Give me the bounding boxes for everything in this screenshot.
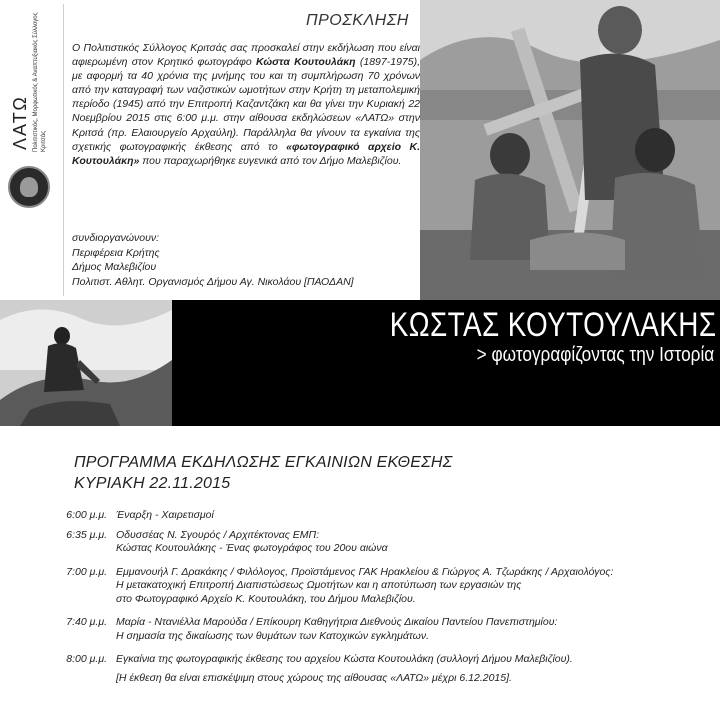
- brand-name: ΛΑΤΩ: [10, 95, 30, 150]
- hero-subtitle: > φωτογραφίζοντας την Ιστορία: [476, 344, 714, 366]
- program-line: στο Φωτογραφικό Αρχείο Κ. Κουτουλάκη, του Δήμου Μαλεβιζίου.: [116, 592, 416, 605]
- program-time: 6:00 μ.μ.: [66, 509, 107, 521]
- program-description: [116, 566, 698, 607]
- program-line: Κώστας Κουτουλάκης - Ένας φωτογράφος του 20ου αιώνα: [116, 542, 388, 554]
- program-description: [116, 653, 698, 685]
- program-line: Η σημασία της δικαίωσης των θυμάτων των Κατοχικών εγκλημάτων.: [116, 629, 429, 642]
- photographer-name: Κώστα Κουτουλάκη: [255, 56, 356, 69]
- brand-subtitle: Πολιτιστικός, Μορφωτικός & Αναπτυξιακός Σύλλογος Κριτσάς: [33, 12, 47, 152]
- program-line: Έναρξη - Χαιρετισμοί: [116, 509, 214, 521]
- invitation-text-3: που παραχωρήθηκε ευγενικά από τον Δήμο Μαλεβιζίου.: [139, 154, 402, 167]
- program-item: [58, 616, 698, 643]
- vertical-divider: [63, 4, 64, 296]
- program-time: 6:35 μ.μ.: [66, 528, 107, 541]
- program-line: Εγκαίνια της φωτογραφικής έκθεσης του αρχείου Κώστα Κουτουλάκη (συλλογή Δήμου Μαλεβιζίου).: [116, 653, 573, 665]
- program-line: Η μετακατοχική Επιτροπή Διαπιστώσεως Ωμοτήτων και η αποτύπωση των εργασιών της: [116, 579, 522, 591]
- program-list: [58, 509, 698, 685]
- program-item: [58, 566, 698, 607]
- program-time: 7:40 μ.μ.: [66, 616, 107, 628]
- co-organizer-municipality: Δήμος Μαλεβιζίου: [72, 261, 157, 273]
- program-time: 8:00 μ.μ.: [66, 653, 107, 665]
- program-item: [58, 529, 698, 556]
- program-title: ΠΡΟΓΡΑΜΜΑ ΕΚΔΗΛΩΣΗΣ ΕΓΚΑΙΝΙΩΝ ΕΚΘΕΣΗΣ: [74, 454, 453, 471]
- program-description: [116, 529, 698, 556]
- program-time: 7:00 μ.μ.: [66, 565, 107, 578]
- invitation-text-1: Ο Πολιτιστικός Σύλλογος Κριτσάς σας προσκαλεί στην εκδήλωση που είναι αφιερωμένη στον Κρητικό φωτογράφο: [72, 42, 420, 69]
- program-line: [Η έκθεση θα είναι επισκέψιμη στους χώρους της αίθουσας «ΛΑΤΩ» μέχρι 6.12.2015].: [116, 671, 512, 684]
- co-organizers-label: συνδιοργανώνουν:: [72, 232, 160, 244]
- program-item: [58, 653, 698, 685]
- association-logo-icon: [8, 166, 50, 208]
- program-heading: [74, 452, 452, 494]
- invitation-body: [72, 41, 420, 168]
- co-organizer-paodan: Πολιτιστ. Αθλητ. Οργανισμός Δήμου Αγ. Νικολάου [ΠΑΟΔΑΝ]: [72, 275, 354, 288]
- photographer-portrait-photo: [0, 300, 172, 426]
- invitation-title: ΠΡΟΣΚΛΗΣΗ: [306, 12, 409, 29]
- co-organizer-region: Περιφέρεια Κρήτης: [72, 246, 160, 259]
- historic-photo-children: [420, 0, 720, 300]
- program-line: Εμμανουήλ Γ. Δρακάκης / Φιλόλογος, Προϊστάμενος ΓΑΚ Ηρακλείου & Γιώργος Α. Τζωράκης / Αρχαιολόγος:: [116, 565, 614, 578]
- program-line: Μαρία - Ντανιέλλα Μαρούδα / Επίκουρη Καθηγήτρια Διεθνούς Δικαίου Παντείου Πανεπιστημίου:: [116, 616, 558, 628]
- program-description: [116, 616, 698, 643]
- hero-title: ΚΩΣΤΑΣ ΚΟΥΤΟΥΛΑΚΗΣ: [389, 306, 716, 344]
- co-organizers: [72, 231, 412, 289]
- archive-name: «φωτογραφικό αρχείο Κ. Κουτουλάκη»: [72, 140, 420, 167]
- program-description: [116, 509, 698, 523]
- program-date: ΚΥΡΙΑΚΗ 22.11.2015: [74, 475, 231, 492]
- program-line: Οδυσσέας Ν. Σγουρός / Αρχιτέκτονας ΕΜΠ:: [116, 528, 319, 541]
- program-item: [58, 509, 698, 523]
- invitation-text-2: (1897-1975), με αφορμή τα 40 χρόνια της μνήμης του και τη συμπλήρωση 70 χρόνων από την καταγραφή των ναζιστικών ωμοτήτων στην Κρήτη τη μεταπολεμική περίοδο (1945) από την Επιτροπή Καζαντζάκη και θα γίνει την Κυριακή 22 Νοεμβρίου 2015 στις 6:00 μ.μ. στην αίθουσα εκδηλώσεων «ΛΑΤΩ» στην Κριτσά (πρ. Ελαιουργείο Αρχαύλη). Παράλληλα θα γίνουν τα εγκαίνια της σχετικής φωτογραφικής έκθεσης από το: [72, 56, 421, 153]
